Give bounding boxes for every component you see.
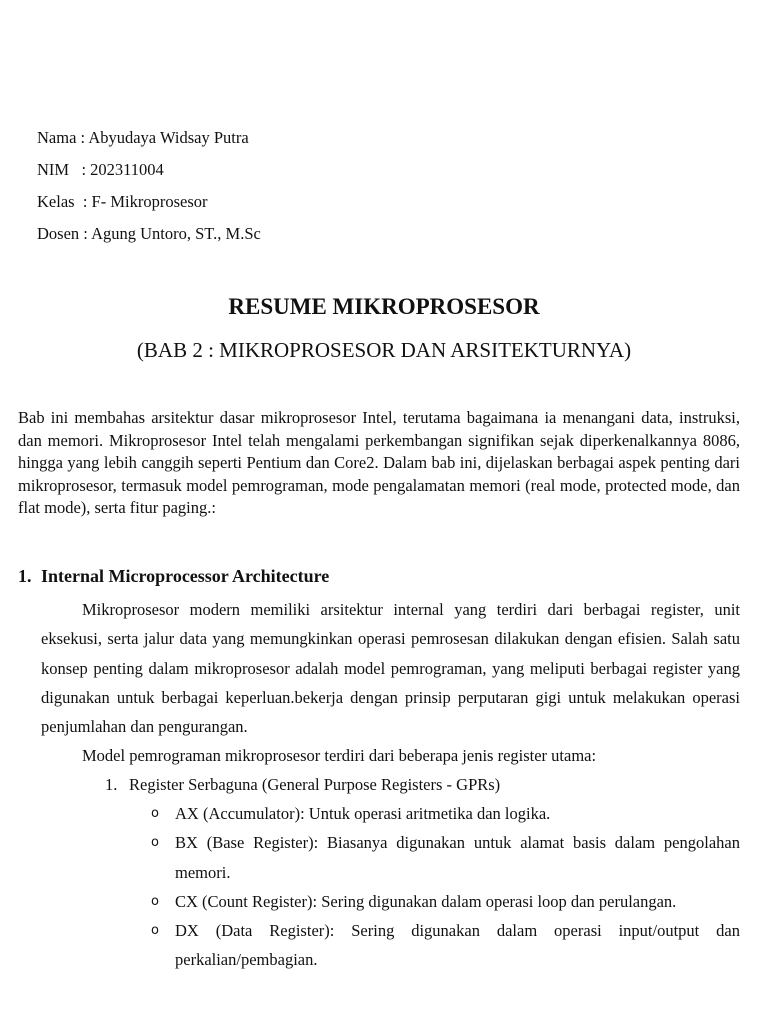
list-item-gpr (105, 770, 740, 799)
section-1-heading (18, 563, 738, 589)
student-name: Nama : Abyudaya Widsay Putra (37, 128, 249, 147)
register-bullet-list (150, 799, 740, 975)
bullet-text: BX (Base Register): Biasanya digunakan untuk alamat basis dalam pengolahan memori. (175, 833, 740, 882)
bullet-text: DX (Data Register): Sering digunakan dalam operasi input/output dan perkalian/pembagian. (175, 921, 740, 970)
document-title: RESUME MIKROPROSESOR (228, 294, 540, 319)
intro-paragraph: Bab ini membahas arsitektur dasar mikroprosesor Intel, terutama bagaimana ia menangani data, instruksi, dan memori. Mikroprosesor Intel telah mengalami perkembangan signifikan sejak diperkenalkannya 8086, hingga yang lebih canggih seperti Pentium dan Core2. Dalam bab ini, dijelaskan berbagai aspek penting dari mikroprosesor, termasuk model pemrograman, mode pengalamatan memori (real mode, protected mode, dan flat mode), serta fitur paging.: (18, 408, 740, 517)
section-1-number: 1. (18, 566, 32, 586)
bullet-marker-icon: o (151, 806, 159, 821)
bullet-marker-icon: o (151, 893, 159, 909)
section-1-title: Internal Microprocessor Architecture (41, 566, 330, 586)
bullet-text: AX (Accumulator): Untuk operasi aritmetika dan logika. (175, 804, 551, 823)
bullet-cx (150, 887, 740, 916)
bullet-marker-icon: o (151, 835, 159, 851)
bullet-marker-icon: o (151, 923, 159, 939)
bullet-bx (150, 828, 740, 887)
section-1-paragraph: Mikroprosesor modern memiliki arsitektur internal yang terdiri dari berbagai register, unit eksekusi, serta jalur data yang memungkinkan operasi pemrosesan dilakukan dengan efisien. Salah satu konsep penting dalam mikroprosesor adalah model pemrograman, yang meliputi berbagai register yang digunakan untuk berbagai keperluan.bekerja dengan prinsip perputaran gigi untuk melakukan operasi penjumlahan dan pengurangan. (41, 600, 740, 737)
student-nim: NIM : 202311004 (37, 160, 164, 179)
bullet-text: CX (Count Register): Sering digunakan dalam operasi loop dan perulangan. (175, 891, 677, 911)
bullet-dx (150, 916, 740, 975)
student-info (37, 122, 261, 250)
lecturer: Dosen : Agung Untoro, ST., M.Sc (37, 224, 261, 243)
list-item-label: Register Serbaguna (General Purpose Registers - GPRs) (129, 775, 501, 794)
document-subtitle: (BAB 2 : MIKROPROSESOR DAN ARSITEKTURNYA) (136, 338, 632, 362)
student-class: Kelas : F- Mikroprosesor (37, 192, 208, 211)
programming-model-line: Model pemrograman mikroprosesor terdiri dari beberapa jenis register utama: (82, 746, 597, 765)
bullet-ax (150, 799, 740, 828)
list-item-number: 1. (105, 775, 118, 794)
